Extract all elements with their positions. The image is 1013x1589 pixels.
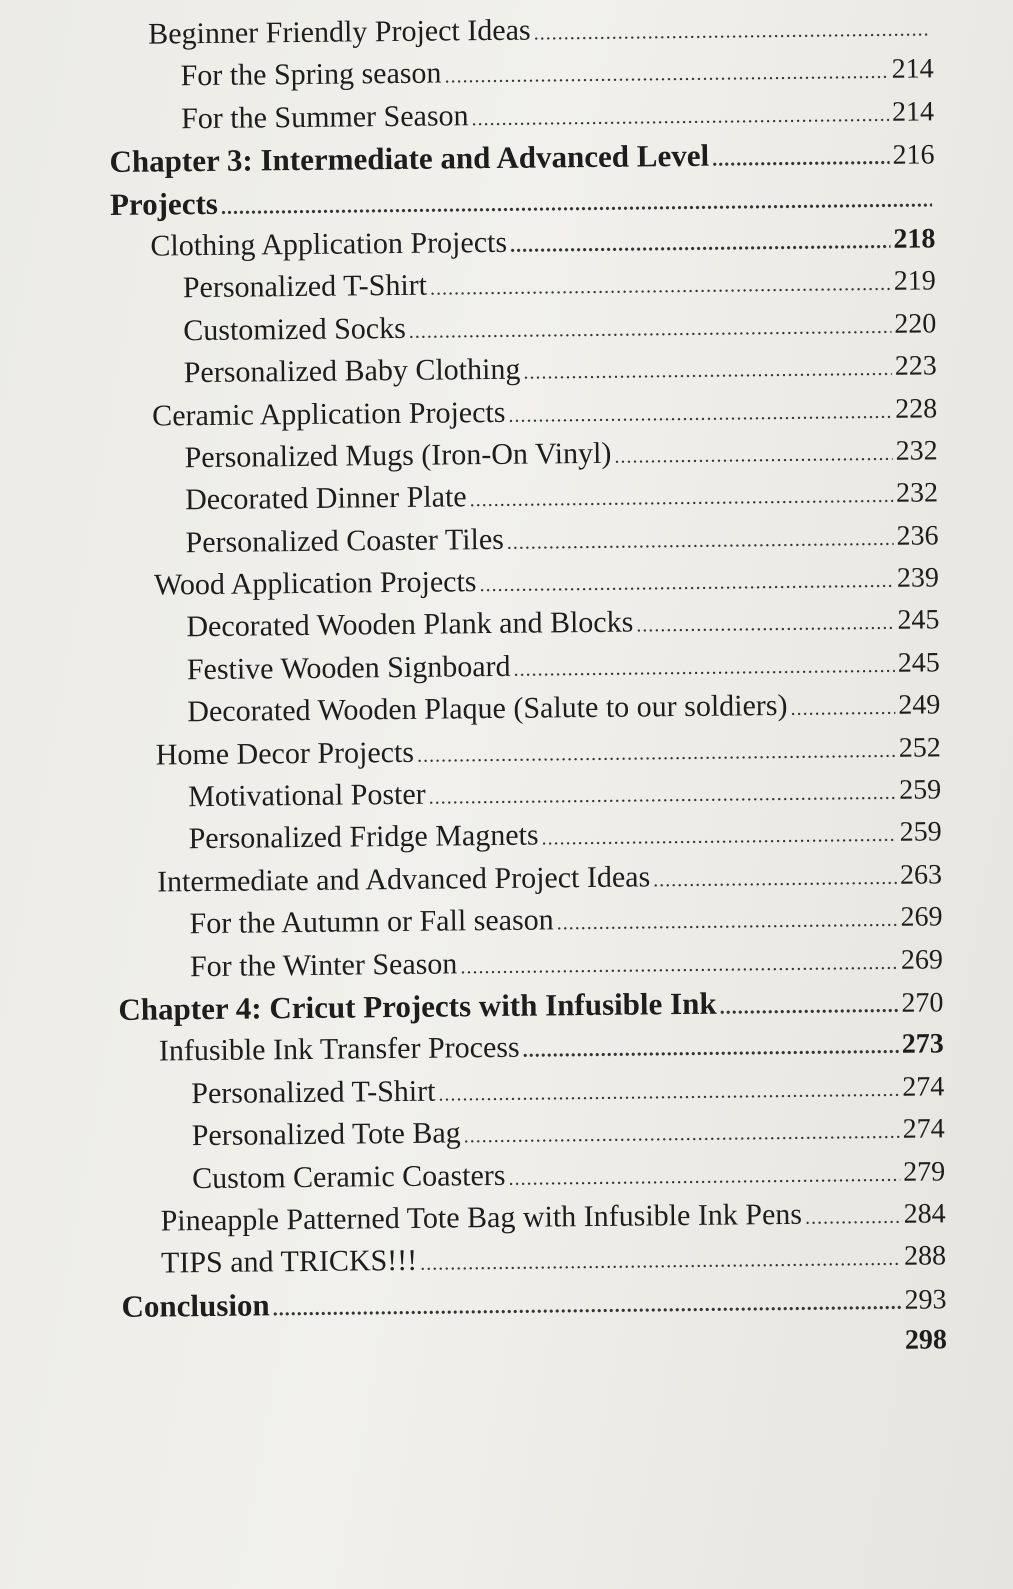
dot-leader — [653, 857, 897, 902]
toc-entry-page: 270 — [901, 987, 944, 1019]
dot-leader — [479, 560, 894, 607]
toc-entry-title: For the Winter Season — [189, 946, 458, 983]
toc-entry — [118, 938, 943, 989]
toc-entry-title: Personalized Tote Bag — [191, 1116, 461, 1153]
toc-entry-title: Customized Socks — [183, 311, 406, 347]
dot-leader — [409, 306, 892, 353]
toc-entry-title: Decorated Wooden Plaque (Salute to our soldiers) — [187, 689, 788, 729]
toc-entry — [108, 5, 933, 56]
toc-entry-page: 232 — [895, 435, 938, 467]
toc-entry — [113, 472, 938, 523]
toc-entry — [111, 260, 936, 311]
toc-entry-page: 245 — [897, 604, 940, 637]
dot-leader — [417, 729, 896, 776]
dot-leader — [420, 1238, 901, 1285]
toc-entry — [113, 514, 938, 565]
toc-entry-page: 228 — [895, 392, 938, 425]
table-of-contents — [108, 5, 947, 1370]
toc-chapter-entry — [121, 1277, 946, 1328]
toc-chapter-title: Projects — [109, 185, 219, 222]
toc-entry — [112, 429, 937, 480]
toc-entry — [117, 853, 942, 904]
toc-entry — [110, 217, 935, 268]
toc-entry — [119, 1023, 944, 1074]
toc-entry-title: For the Autumn or Fall season — [189, 903, 554, 941]
dot-leader — [805, 1196, 901, 1239]
toc-entry-title: TIPS and TRICKS!!! — [160, 1244, 418, 1280]
toc-entry — [116, 811, 941, 862]
dot-leader — [790, 687, 895, 731]
toc-entry-title: Wood Application Projects — [153, 565, 477, 602]
dot-leader — [522, 1026, 899, 1072]
dot-leader — [273, 1281, 902, 1330]
dot-leader — [719, 985, 898, 1029]
toc-entry — [120, 1107, 945, 1158]
dot-leader — [460, 941, 898, 988]
dot-leader — [712, 137, 890, 181]
toc-entry-page: 288 — [903, 1240, 947, 1273]
dot-leader — [533, 8, 930, 55]
toc-entry-page: 232 — [895, 477, 939, 510]
toc-entry-page: 214 — [891, 53, 934, 86]
toc-entry-title: Personalized T-Shirt — [182, 269, 428, 305]
toc-entry-title: Custom Ceramic Coasters — [192, 1158, 506, 1195]
toc-entry — [121, 1235, 946, 1286]
toc-chapter-title: Chapter 4: Cricut Projects with Infusible Ink — [118, 985, 717, 1027]
toc-entry — [114, 599, 939, 650]
toc-entry-page: 263 — [899, 859, 943, 891]
toc-entry-page: 214 — [891, 96, 935, 128]
toc-entry-page: 216 — [892, 139, 935, 171]
toc-entry — [117, 896, 942, 947]
toc-entry-title: Motivational Poster — [188, 777, 426, 814]
toc-entry-page: 239 — [896, 562, 940, 594]
toc-entry-page: 279 — [903, 1155, 946, 1188]
toc-entry-page: 252 — [898, 731, 941, 764]
toc-entry — [119, 1065, 944, 1116]
dot-leader — [430, 263, 891, 310]
dot-leader — [510, 221, 891, 267]
dot-leader — [471, 94, 889, 141]
toc-entry — [114, 556, 939, 607]
toc-entry-title: Decorated Wooden Plank and Blocks — [186, 606, 634, 644]
dot-leader — [428, 772, 896, 819]
toc-entry — [116, 726, 941, 777]
toc-entry-page: 259 — [899, 774, 942, 806]
dot-leader — [541, 814, 897, 860]
toc-entry-page: 273 — [901, 1028, 944, 1061]
toc-entry-page: 298 — [904, 1324, 948, 1356]
toc-entry-title: Festive Wooden Signboard — [186, 649, 511, 687]
toc-entry-page: 274 — [902, 1071, 945, 1103]
toc-entry — [112, 344, 937, 395]
toc-entry-title: Personalized Fridge Magnets — [188, 818, 539, 856]
dot-leader — [507, 517, 894, 563]
toc-entry-page: 259 — [899, 816, 942, 849]
toc-chapter-title: Conclusion — [121, 1287, 270, 1324]
toc-entry-title: Beginner Friendly Project Ideas — [148, 13, 531, 51]
toc-entry-page: 236 — [896, 520, 939, 552]
toc-entry-title: Ceramic Application Projects — [152, 395, 506, 433]
toc-entry-page: 269 — [900, 943, 944, 976]
toc-entry-page: 218 — [893, 223, 936, 255]
toc-chapter-entry — [109, 133, 934, 184]
toc-entry — [109, 90, 934, 141]
toc-entry-page: 220 — [894, 308, 937, 340]
toc-entry-page: 293 — [904, 1284, 947, 1316]
toc-entry — [112, 387, 937, 438]
toc-entry-page: 223 — [894, 350, 937, 382]
toc-entry — [108, 48, 933, 99]
toc-entry-title: For the Spring season — [180, 56, 442, 93]
dot-leader — [513, 645, 895, 691]
toc-entry — [120, 1150, 945, 1201]
toc-entry-page: 249 — [898, 689, 941, 722]
toc-entry — [120, 1192, 945, 1243]
dot-leader — [508, 1153, 900, 1200]
toc-entry — [115, 684, 940, 735]
toc-entry-page: 269 — [900, 901, 943, 933]
toc-entry — [115, 641, 940, 692]
toc-entry-title: Personalized Baby Clothing — [183, 352, 521, 390]
toc-entry-title: Personalized Mugs (Iron-On Vinyl) — [184, 436, 612, 475]
dot-leader — [444, 51, 889, 98]
dot-leader — [614, 433, 893, 478]
toc-entry-title: Intermediate and Advanced Project Ideas — [156, 860, 651, 899]
dot-leader — [523, 348, 892, 394]
toc-entry — [116, 768, 941, 819]
toc-entry-title: Decorated Dinner Plate — [184, 480, 467, 517]
toc-entry-title: Infusible Ink Transfer Process — [158, 1031, 520, 1068]
dot-leader — [469, 475, 893, 522]
dot-leader — [556, 899, 897, 945]
toc-entry-page: 284 — [903, 1198, 946, 1230]
dot-leader — [636, 602, 894, 647]
toc-entry-title: For the Summer Season — [180, 99, 469, 136]
toc-chapter-entry — [118, 980, 943, 1031]
toc-entry — [111, 302, 936, 353]
toc-chapter-entry — [110, 175, 935, 226]
toc-entry-page: 245 — [897, 647, 941, 679]
toc-entry-title: Personalized T-Shirt — [191, 1074, 436, 1110]
toc-entry-title: Clothing Application Projects — [150, 225, 508, 263]
toc-entry-title: Personalized Coaster Tiles — [185, 522, 505, 559]
toc-chapter-title: Chapter 3: Intermediate and Advanced Level — [109, 137, 710, 180]
toc-entry-page: 274 — [902, 1113, 945, 1145]
dot-leader — [438, 1069, 899, 1116]
toc-entry-title: Pineapple Patterned Tote Bag with Infusible Ink Pens — [160, 1197, 803, 1238]
dot-leader — [464, 1111, 900, 1158]
dot-leader — [508, 390, 892, 436]
toc-entry-title: Home Decor Projects — [155, 735, 415, 772]
toc-entry-page: 219 — [893, 265, 937, 298]
